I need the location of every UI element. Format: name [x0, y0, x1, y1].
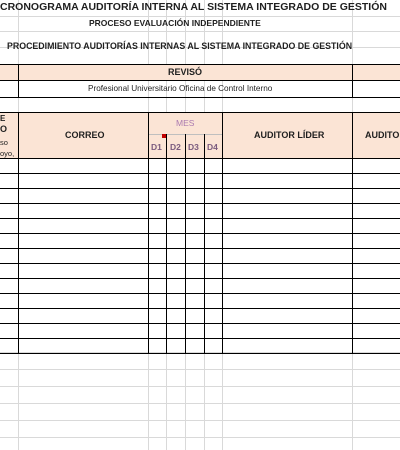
week-header-d2[interactable]: D2: [170, 142, 181, 152]
column-header-lead-auditor[interactable]: AUDITOR LÍDER: [254, 130, 325, 140]
table-row[interactable]: [0, 339, 400, 354]
left-header-fragment-2: O: [0, 124, 8, 134]
table-row[interactable]: [0, 294, 400, 309]
table-row[interactable]: [0, 234, 400, 249]
reviewed-label: REVISÓ: [168, 67, 203, 77]
reviewer-name: Profesional Universitario Oficina de Control Interno: [88, 84, 273, 93]
table-row[interactable]: [0, 159, 400, 174]
column-header-auditor[interactable]: AUDITO: [365, 130, 400, 140]
process-name: PROCESO EVALUACIÓN INDEPENDIENTE: [89, 18, 261, 28]
table-row[interactable]: [0, 189, 400, 204]
table-row[interactable]: [0, 219, 400, 234]
column-header-month[interactable]: MES: [176, 118, 195, 128]
table-row[interactable]: [0, 279, 400, 294]
table-row[interactable]: [0, 174, 400, 189]
left-header-fragment-1: E: [0, 114, 6, 123]
sheet-title: CRONOGRAMA AUDITORÍA INTERNA AL SISTEMA INTEGRADO DE GESTIÓN: [0, 1, 387, 13]
table-row[interactable]: [0, 204, 400, 219]
week-header-d1[interactable]: D1: [151, 142, 162, 152]
table-row[interactable]: [0, 249, 400, 264]
week-header-d4[interactable]: D4: [207, 142, 218, 152]
week-header-d3[interactable]: D3: [188, 142, 199, 152]
column-header-email[interactable]: CORREO: [65, 130, 105, 140]
table-row[interactable]: [0, 309, 400, 324]
left-header-fragment-3: so: [0, 138, 8, 147]
table-row[interactable]: [0, 324, 400, 339]
procedure-name: PROCEDIMIENTO AUDITORÍAS INTERNAS AL SISTEMA INTEGRADO DE GESTIÓN: [7, 41, 353, 51]
left-header-fragment-4: oyo,: [0, 149, 15, 158]
table-row[interactable]: [0, 264, 400, 279]
